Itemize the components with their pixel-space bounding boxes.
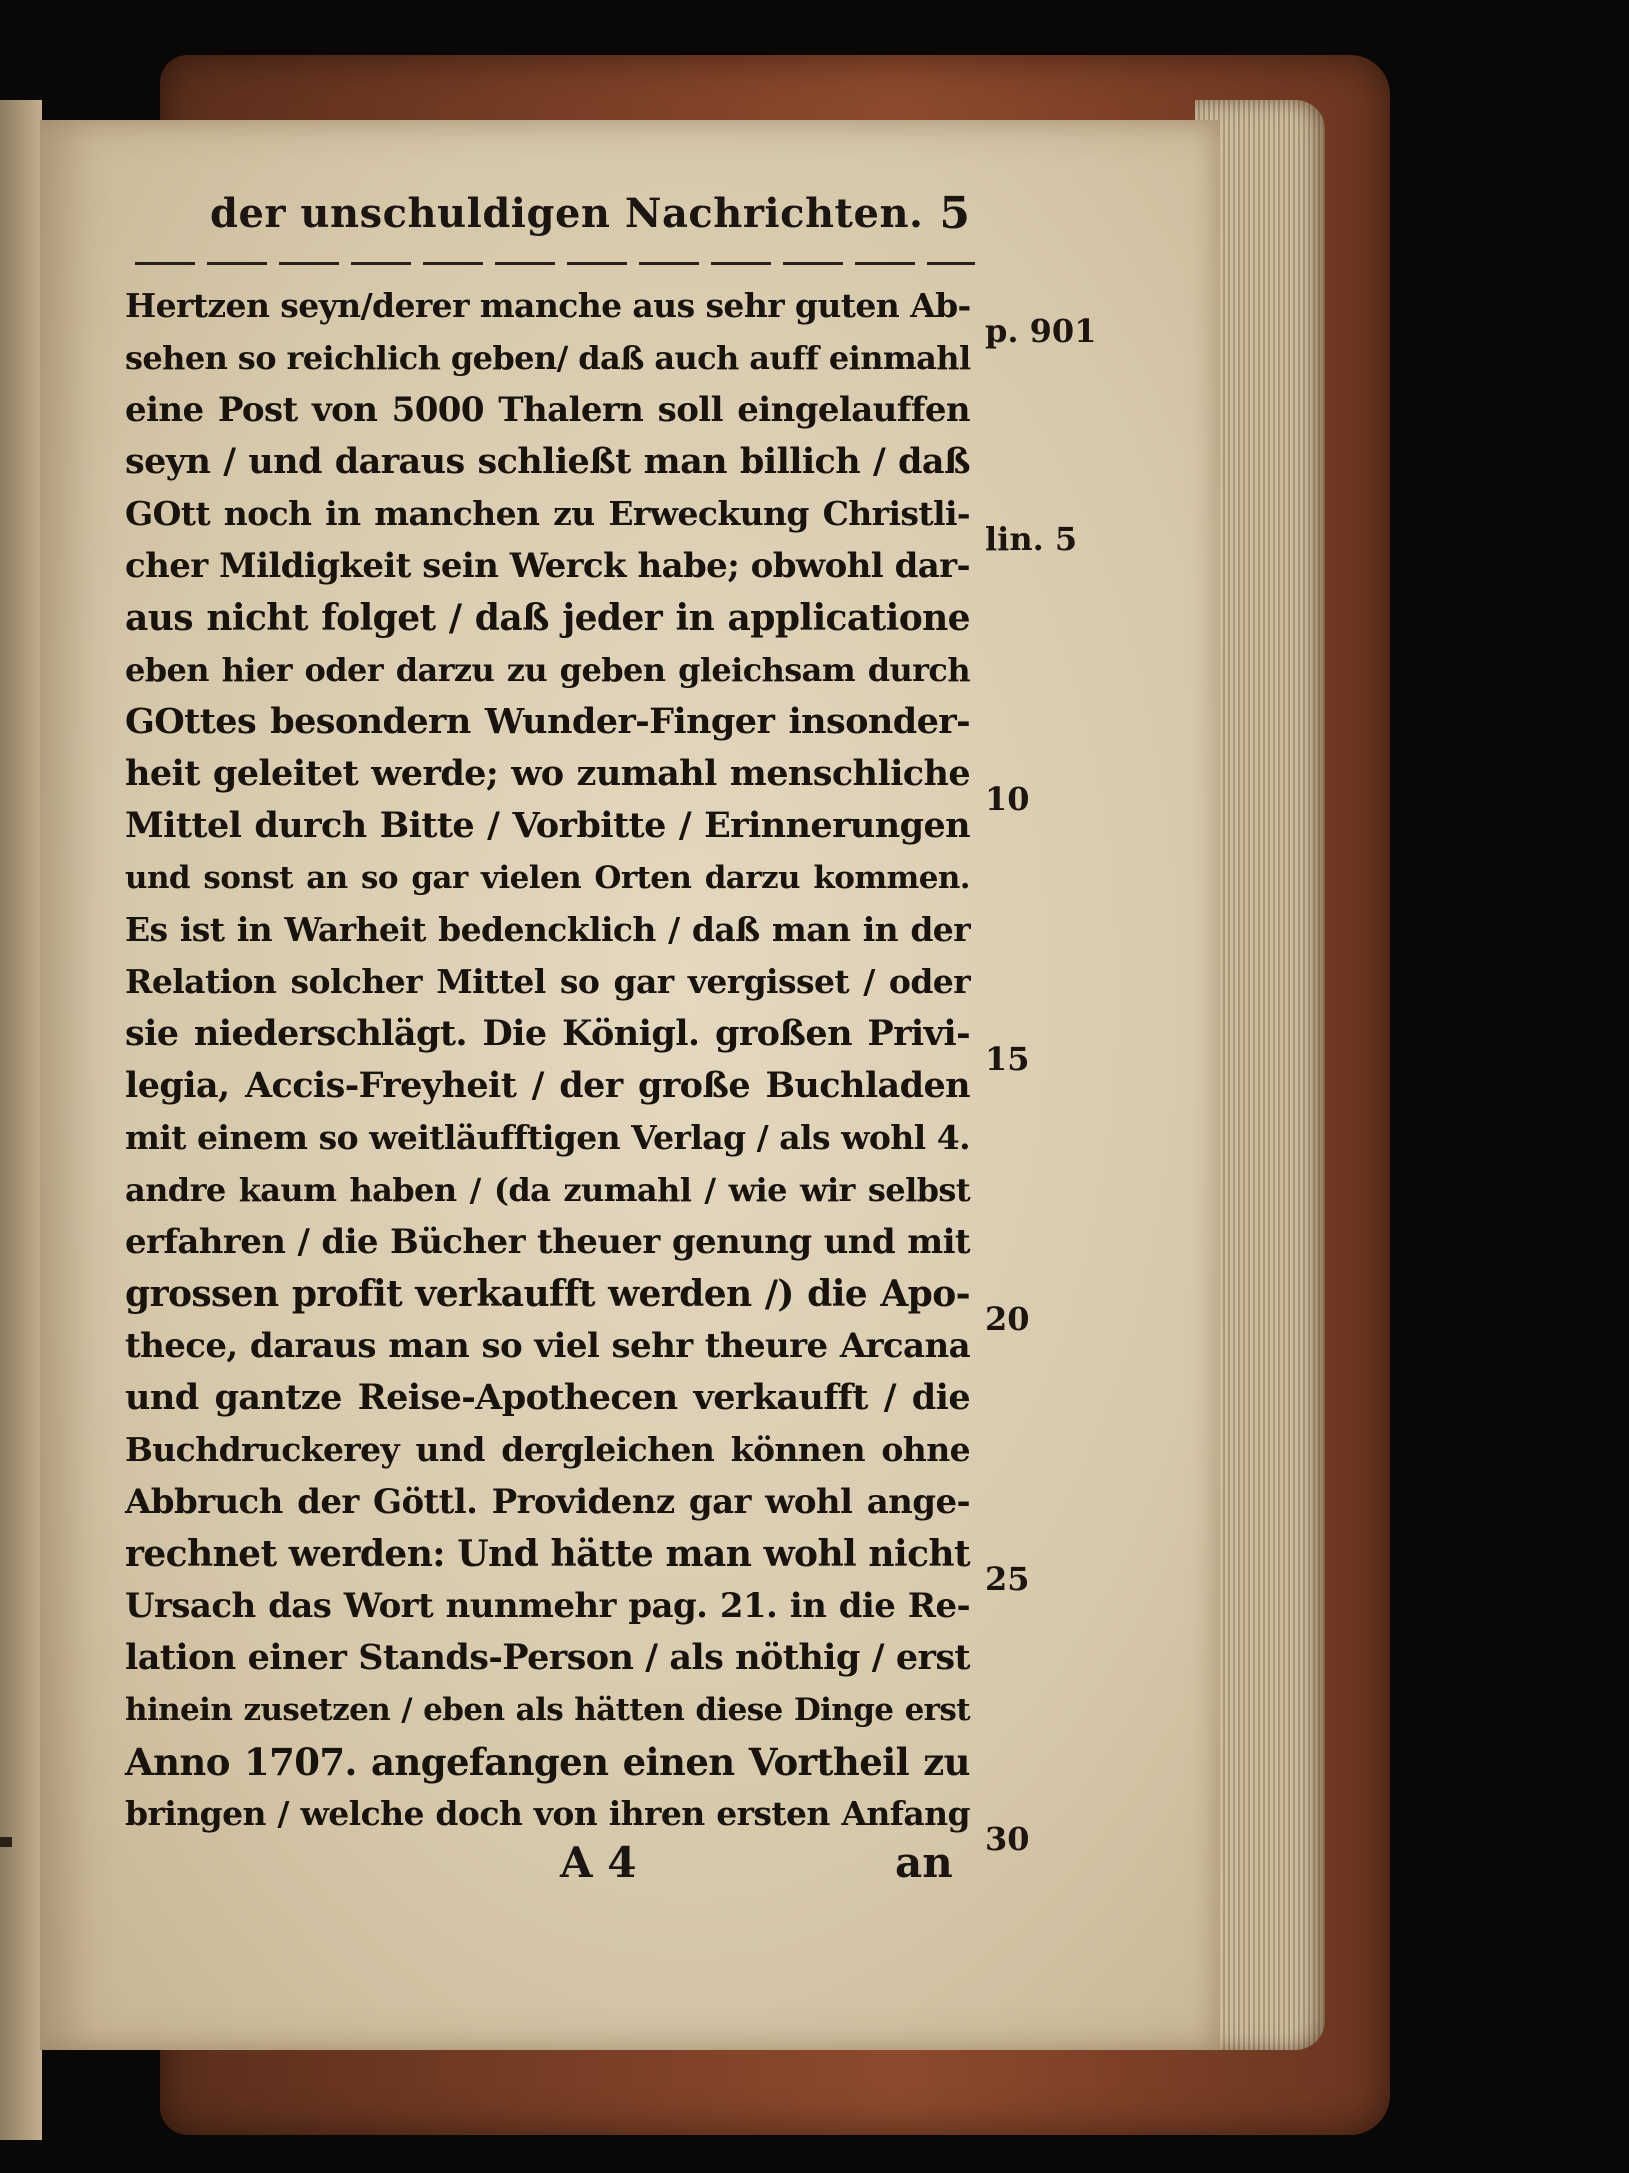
text-line: heit geleitet werde; wo zumahl menschliche [125,753,970,794]
signature-mark: A 4 [560,1838,637,1887]
text-line: Ursach das Wort nunmehr pag. 21. in die Re- [125,1586,970,1626]
text-line: aus nicht folget / daß jeder in applicatione [125,597,970,639]
margin-note: 30 [985,1820,1030,1858]
facing-page-mark [0,1837,12,1847]
running-title: der unschuldigen Nachrichten. [210,190,924,237]
text-line: GOttes besondern Wunder-Finger insonder- [125,701,970,742]
text-line: legia, Accis-Freyheit / der große Buchladen [125,1065,970,1106]
text-line: bringen / welche doch von ihren ersten Anfang [125,1794,970,1833]
text-line: GOtt noch in manchen zu Erweckung Christli- [125,494,970,533]
margin-note: 10 [985,780,1030,818]
text-line: Hertzen seyn/derer manche aus sehr guten Ab- [125,286,971,325]
margin-note: lin. 5 [985,520,1078,558]
text-line: mit einem so weitläufftigen Verlag / als wohl 4. [125,1118,970,1157]
running-head [210,190,990,260]
text-line: rechnet werden: Und hätte man wohl nicht [125,1533,970,1575]
text-line: cher Mildigkeit sein Werck habe; obwohl dar- [125,546,970,586]
text-line: und gantze Reise-Apothecen verkaufft / die [125,1377,970,1418]
text-line: Anno 1707. angefangen einen Vortheil zu [125,1740,970,1784]
text-line: Mittel durch Bitte / Vorbitte / Erinnerungen [125,805,970,846]
text-line: Es ist in Warheit bedencklich / daß man in der [125,910,970,949]
facing-page-edge [0,100,42,2140]
text-line: lation einer Stands-Person / als nöthig / erst [125,1637,970,1678]
text-line: andre kaum haben / (da zumahl / wie wir selbst [125,1171,970,1209]
catchword: an [895,1838,953,1887]
margin-note: p. 901 [985,312,1097,350]
page-number: 5 [939,188,970,239]
margin-note: 15 [985,1040,1030,1078]
header-rule [135,262,975,265]
margin-note: 20 [985,1300,1030,1338]
text-line: erfahren / die Bücher theuer genung und mit [125,1222,970,1262]
body-text [125,278,970,1878]
margin-note: 25 [985,1560,1030,1598]
text-line: grossen profit verkaufft werden /) die Apo- [125,1273,970,1315]
text-line: sie niederschlägt. Die Königl. großen Privi- [125,1013,970,1054]
text-line: Buchdruckerey und dergleichen können ohne [125,1430,970,1469]
text-line: seyn / und daraus schließt man billich / daß [125,441,970,482]
text-line: hinein zusetzen / eben als hätten diese Dinge erst [125,1692,970,1728]
text-line: Relation solcher Mittel so gar vergisset / oder [125,962,970,1001]
text-line: thece, daraus man so viel sehr theure Arcana [125,1326,970,1366]
text-line: Abbruch der Göttl. Providenz gar wohl ange- [125,1482,970,1522]
text-line: sehen so reichlich geben/ daß auch auff einmahl [125,339,971,377]
text-line: eben hier oder darzu zu geben gleichsam durch [125,651,970,689]
text-line: eine Post von 5000 Thalern soll eingelauffen [125,390,970,430]
text-line: und sonst an so gar vielen Orten darzu kommen. [125,860,970,896]
